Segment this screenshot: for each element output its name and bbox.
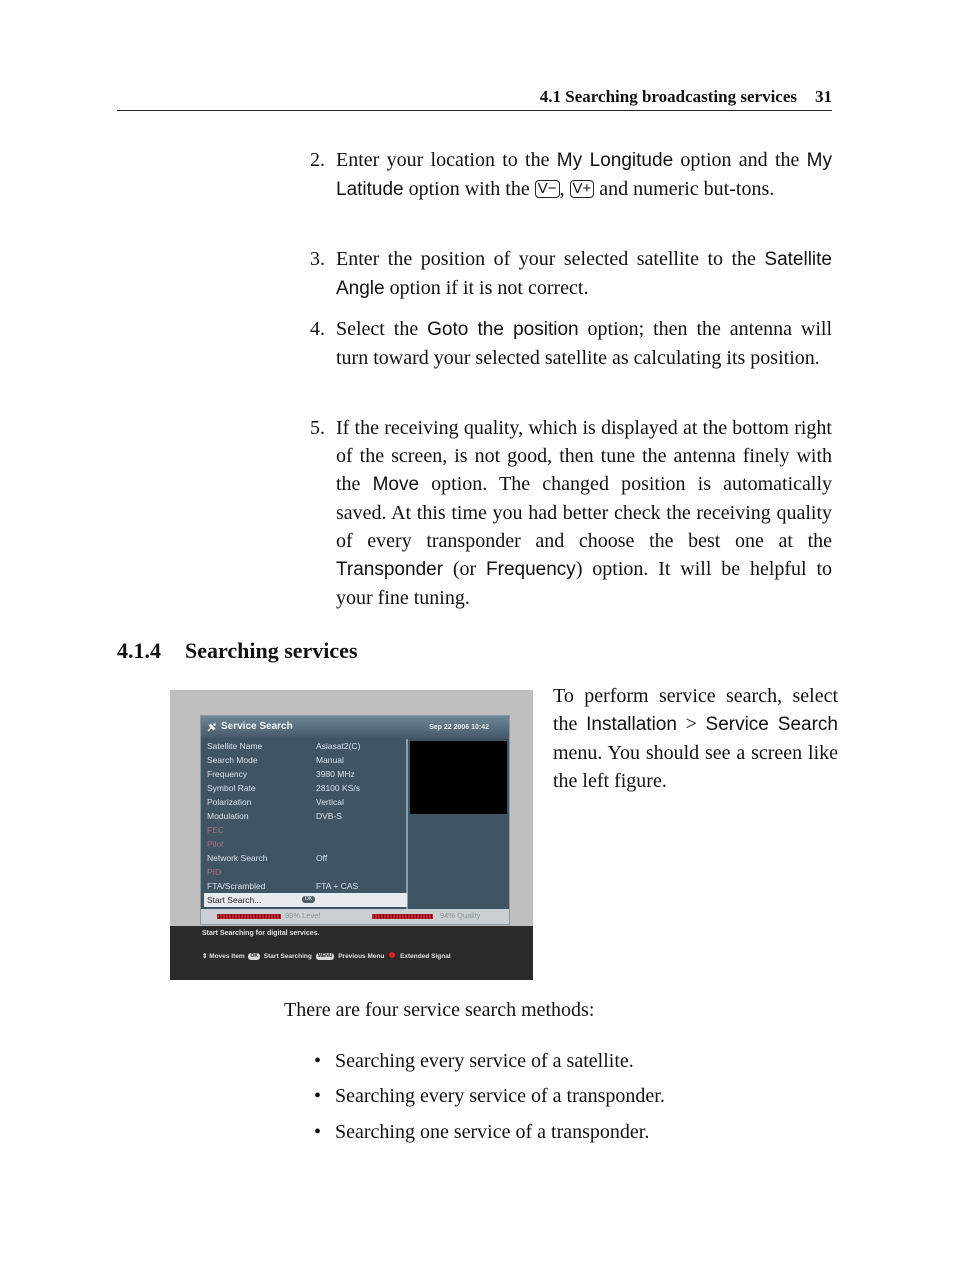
option-my-latitude: My Latitude [336,150,832,200]
menu-installation: Installation [586,714,677,735]
section-number: 4.1.4 [117,638,161,663]
satellite-icon [207,722,217,732]
level-text: 99% Level [285,911,321,920]
tv-date: Sep 22 2006 10:42 [429,724,489,731]
tv-start-search-row: Start Search... OK [204,893,407,907]
step-5-number: 5. [310,417,325,439]
tv-row: Frequency 3980 MHz [207,769,355,779]
step-4-text: Select the Goto the position option; then the antenna will turn toward your selected satellite as calculating its position. [336,318,832,369]
option-goto-position: Goto the position [427,319,579,340]
side-paragraph: To perform service search, select the Installation > Service Search menu. You should see a screen like the left figure. [553,685,838,792]
running-header [117,86,832,111]
section-heading [117,638,358,664]
tv-row: PID [207,867,222,877]
step-2-text: Enter your location to the My Longitude option and the My Latitude option with the V− , V+ and numeric but-tons. [336,149,832,200]
quality-meter-fill [372,914,433,919]
section-title: Searching services [185,638,358,663]
tv-signal-bar [201,909,509,924]
tv-row: FTA/Scrambled FTA + CAS [207,881,359,891]
step-5-text: If the receiving quality, which is displayed at the bottom right of the screen, is not good, then tune the antenna finely with the Move option. The changed position is automatically saved. At this time you had better check the receiving quality of every transponder and choose the best one at the Transponder (or Frequency) option. It will be helpful to your fine tuning. [336,417,833,609]
tv-hint: Start Searching for digital services. [202,930,320,937]
option-frequency: Frequency [486,559,576,580]
tv-service-search-panel [200,715,510,925]
bullet-icon: • [314,1121,322,1143]
service-search-screenshot [170,690,533,980]
option-satellite-angle: Satellite Angle [336,249,832,299]
tv-row: FEC [207,825,224,835]
red-button-icon [389,952,395,958]
tv-title-bar [201,716,509,738]
header-title: 4.1 Searching broadcasting services [539,87,797,106]
tv-row: Polarization Vertical [207,797,344,807]
key-v-minus: V− [535,180,560,198]
key-v-plus: V+ [570,180,595,198]
menu-chip: MENU [317,953,333,959]
tv-row: Search Mode Manual [207,755,344,765]
tv-row: Symbol Rate 28100 KS/s [207,783,360,793]
tv-settings-list [204,739,408,909]
tv-preview-window [410,741,507,814]
menu-service-search: Service Search [705,714,838,735]
option-transponder: Transponder [336,559,444,580]
step-3-text: Enter the position of your selected satellite to the Satellite Angle option if it is not correct. [336,248,832,299]
ok-badge: OK [302,896,315,903]
list-item: • Searching one service of a transponder. [314,1118,649,1146]
header-title-line [540,87,832,107]
page-number: 31 [815,87,832,106]
methods-intro: There are four service search methods: [284,999,595,1021]
quality-text: 94% Quality [440,911,481,920]
updown-icon: ⇕ [202,953,208,960]
level-meter-fill [217,914,281,919]
step-3-number: 3. [310,248,325,270]
option-my-longitude: My Longitude [556,150,674,171]
option-move: Move [372,474,420,495]
tv-row: Modulation DVB-S [207,811,342,821]
tv-help-bar [170,926,533,980]
list-item: • Searching every service of a satellite. [314,1047,634,1075]
bullet-icon: • [314,1050,322,1072]
tv-key-legend: ⇕ Moves Item OK Start Searching MENU Previous Menu Extended Signal [202,953,451,960]
level-meter [217,913,367,920]
tv-title: Service Search [221,721,293,732]
step-2-number: 2. [310,149,325,171]
bullet-icon: • [314,1085,322,1107]
step-4-number: 4. [310,318,325,340]
list-item: • Searching every service of a transponder. [314,1082,665,1110]
tv-row: Pilot [207,839,224,849]
tv-row: Network Search Off [207,853,328,863]
quality-meter [372,913,512,920]
ok-chip: OK [250,953,258,959]
tv-row: Satellite Name Asiasat2(C) [207,741,361,751]
